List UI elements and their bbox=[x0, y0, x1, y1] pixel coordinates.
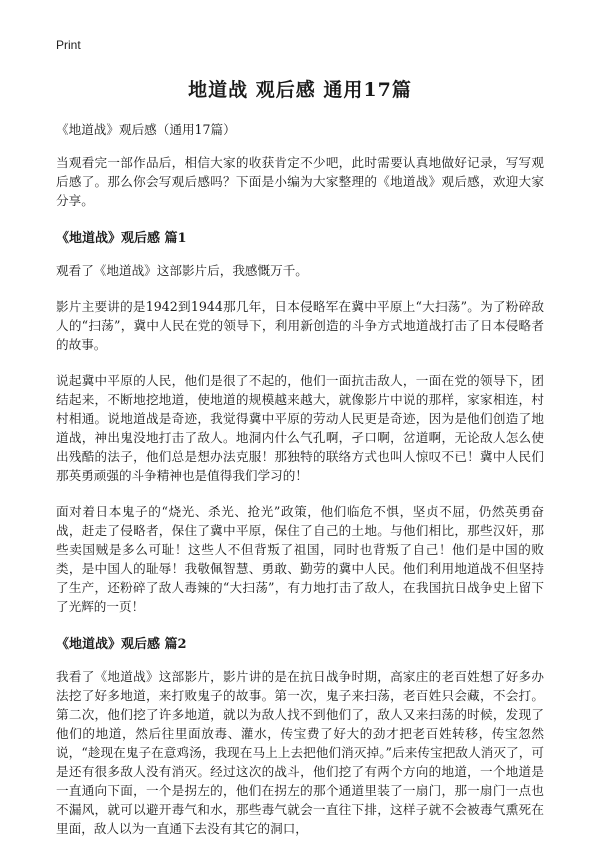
intro-paragraph: 当观看完一部作品后，相信大家的收获肯定不少吧，此时需要认真地做好记录，写写观后感了。那么你会写观后感吗？下面是小编为大家整理的《地道战》观后感，欢迎大家分享。 bbox=[56, 155, 544, 208]
section-1-paragraph: 影片主要讲的是1942到1944那几年，日本侵略军在冀中平原上“大扫荡”。为了粉碎敌人的“扫荡”，冀中人民在党的领导下，利用新创造的斗争方式地道战打击了日本侵略者的故事。 bbox=[56, 299, 544, 352]
section-1-paragraph: 观看了《地道战》这部影片后，我感慨万千。 bbox=[56, 263, 308, 278]
page-title: 地道战 观后感 通用17篇 bbox=[188, 79, 412, 101]
section-heading-1: 《地道战》观后感 篇1 bbox=[56, 231, 187, 246]
section-heading-2: 《地道战》观后感 篇2 bbox=[56, 637, 187, 652]
article-subtitle: 《地道战》观后感（通用17篇） bbox=[56, 122, 236, 137]
section-2-paragraph: 我看了《地道战》这部影片，影片讲的是在抗日战争时期，高家庄的老百姓想了好多办法挖了好多地道，来打败鬼子的故事。第一次，鬼子来扫荡，老百姓只会藏，不会打。第二次，他们挖了许多地道，就以为敌人找不到他们了，敌人又来扫荡的时候，发现了他们的地道，然后往里面放毒、灌水，传宝费了好大的劲才把老百姓转移，传宝忽然说，“趁现在鬼子在意鸡汤，我现在马上上去把他们消灭掉。”后来传宝把敌人消灭了，可是还有很多敌人没有消灭。经过这次的战斗，他们挖了有两个方向的地道，一个地道是一直通向下面，一个是拐左的，他们在拐左的那个通道里装了一扇门，那一扇门一点也不漏风，就可以避开毒气和水，那些毒气就会一直往下排，这样子就不会被毒气熏死在里面，敌人以为一直通下去没有其它的洞口， bbox=[56, 669, 544, 836]
section-1-paragraph: 面对着日本鬼子的“烧光、杀光、抢光”政策，他们临危不惧，坚贞不屈，仍然英勇奋战，赶走了侵略者，保住了冀中平原，保住了自己的土地。与他们相比，那些汉奸，那些卖国贼是多么可耻！这些人不但背叛了祖国，同时也背叛了自己！他们是中国的败类，是中国人的耻辱！我敬佩智慧、勇敢、勤劳的冀中人民。他们利用地道战不但坚持了生产，还粉碎了敌人毒辣的“大扫荡”，有力地打击了敌人，在我国抗日战争史上留下了光辉的一页！ bbox=[56, 504, 544, 614]
section-1-paragraph: 说起冀中平原的人民，他们是很了不起的，他们一面抗击敌人，一面在党的领导下，团结起来，不断地挖地道，使地道的规模越来越大，就像影片中说的那样，家家相连，村村相通。说地道战是奇迹，我觉得冀中平原的劳动人民更是奇迹，因为是他们创造了地道战，神出鬼没地打击了敌人。地洞内什么气孔啊，孑口啊，岔道啊，无论敌人怎么使出残酷的法子，他们总是想办法克服！那独特的联络方式也叫人惊叹不已！冀中人民们那英勇顽强的斗争精神也是值得我们学习的！ bbox=[56, 373, 544, 483]
print-label[interactable]: Print bbox=[56, 38, 81, 52]
article-body bbox=[56, 120, 544, 855]
